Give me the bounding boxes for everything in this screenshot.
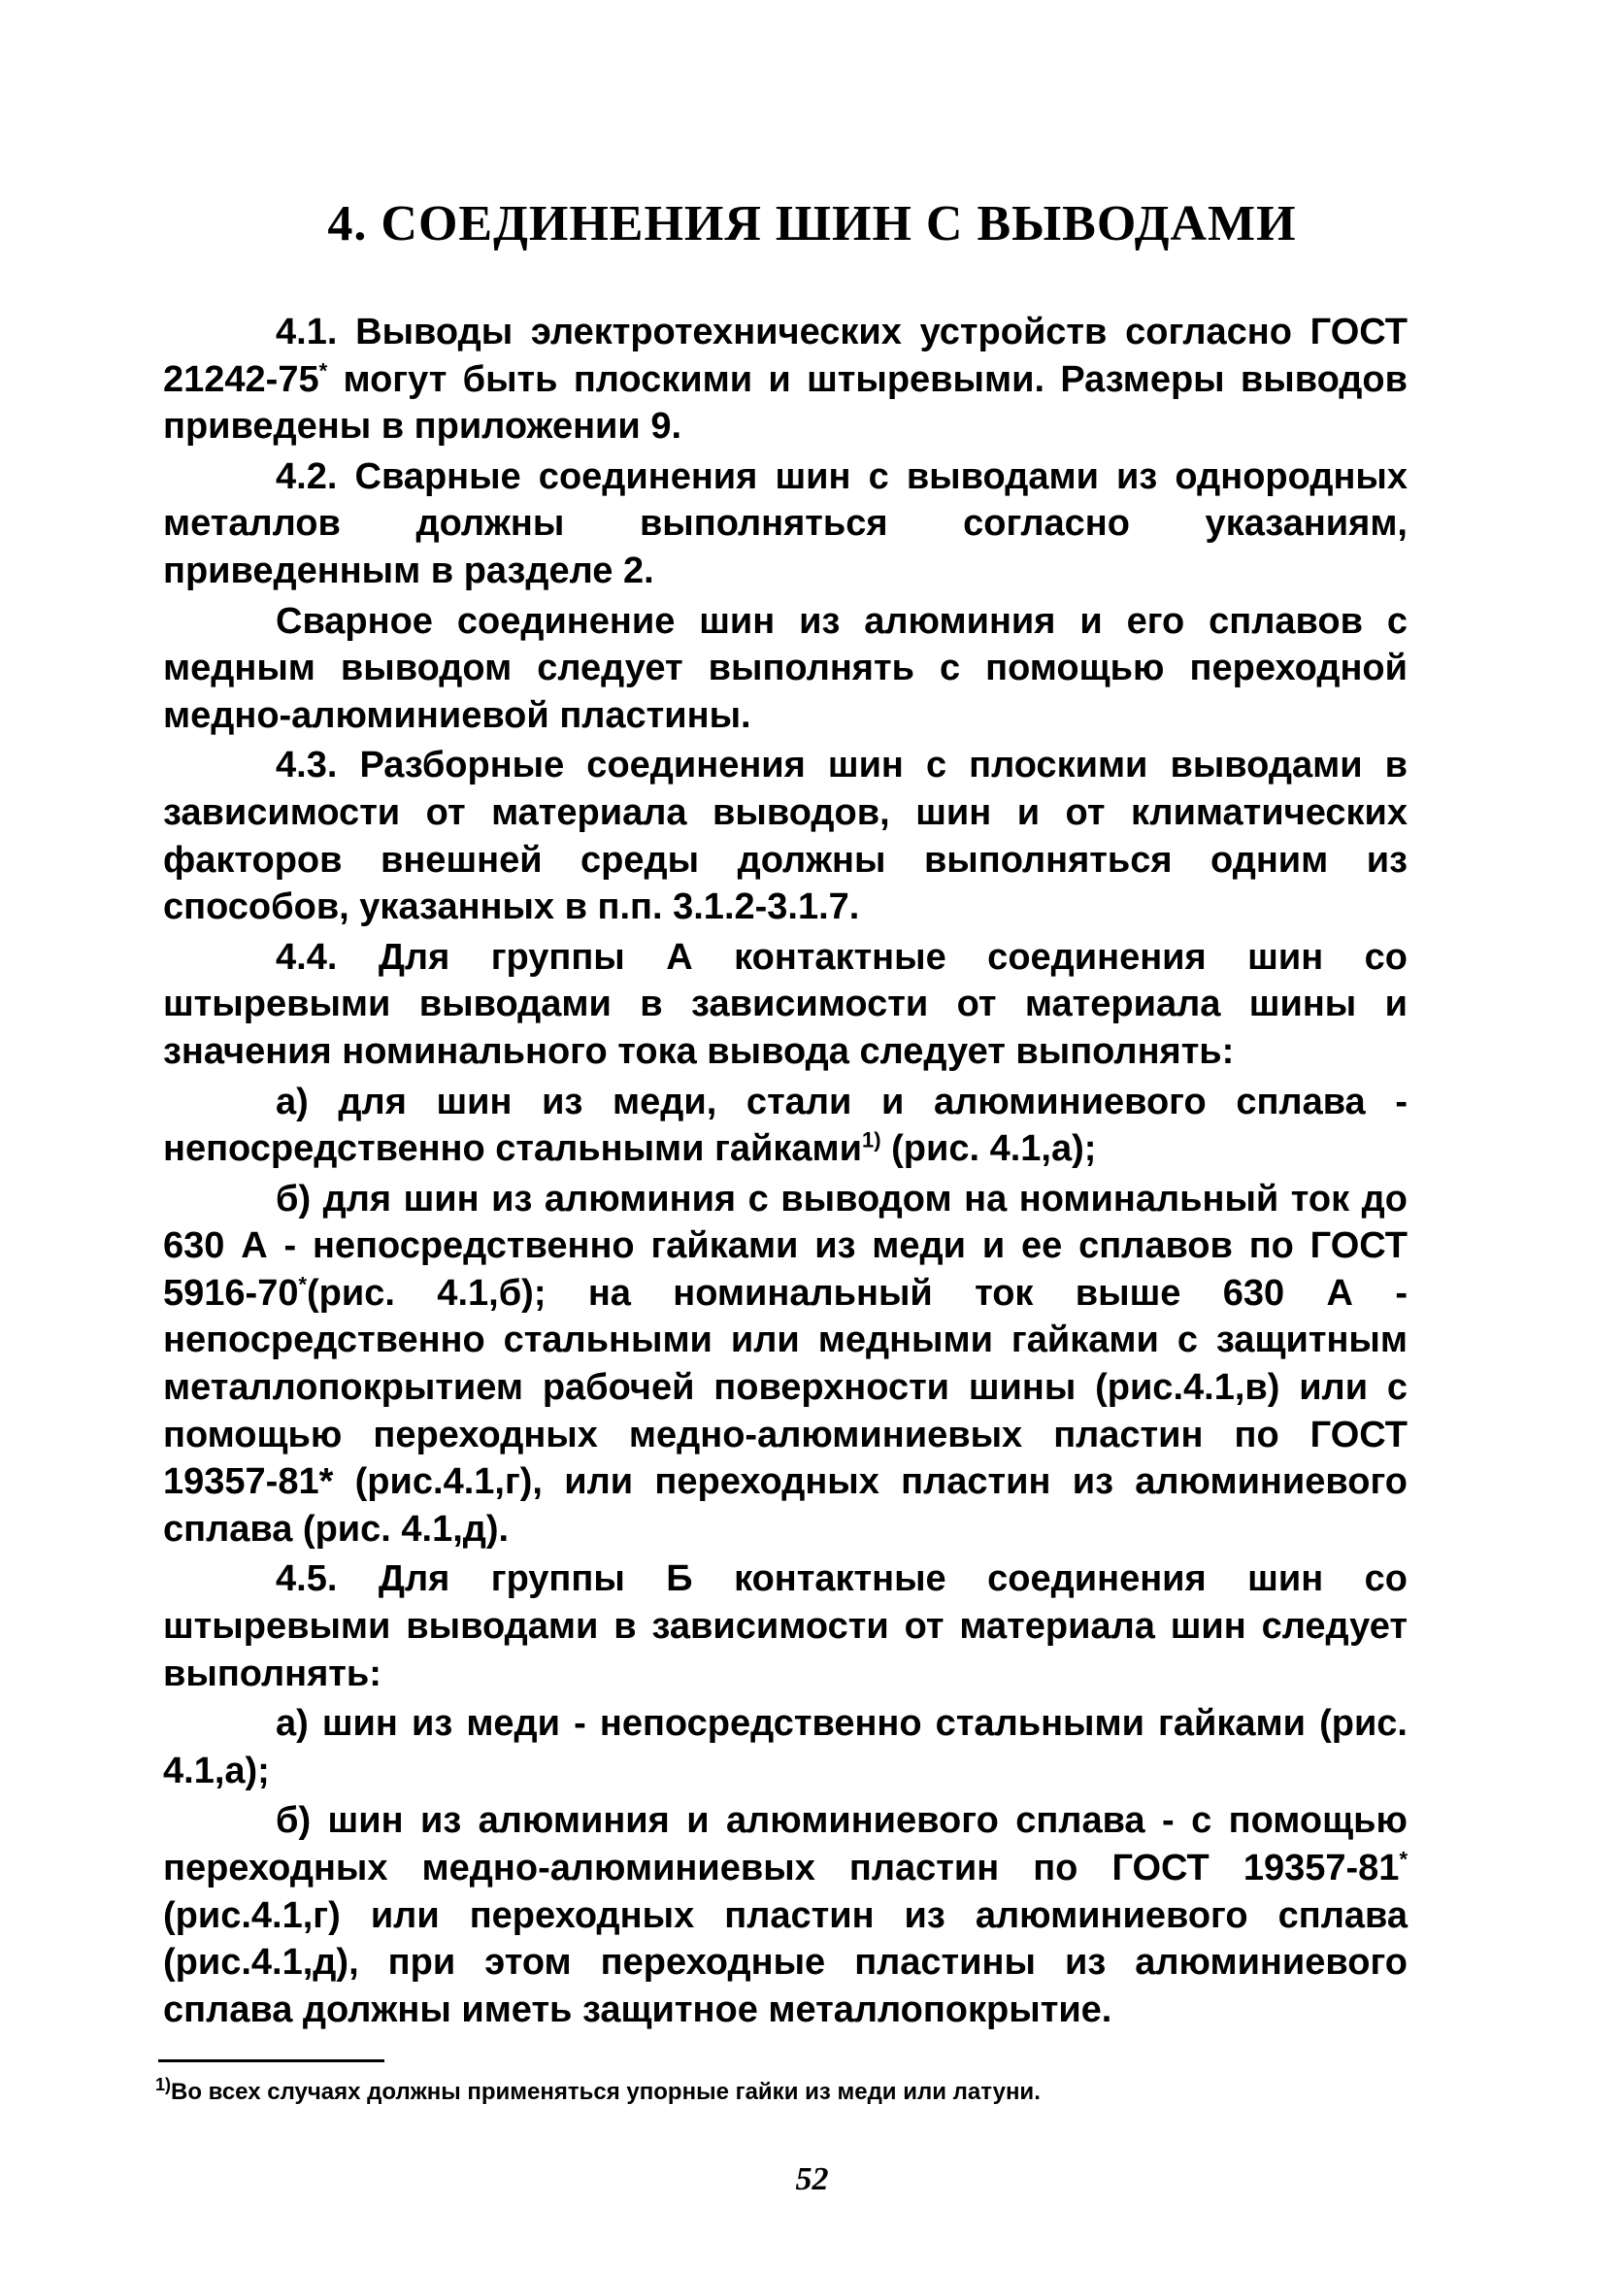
paragraph	[163, 1176, 1408, 1554]
paragraph	[163, 1700, 1408, 1794]
paragraph-text: могут быть плоскими и штыревыми. Размеры выводов приведены в приложении 9.	[163, 358, 1408, 448]
superscript-marker: 1)	[862, 1127, 881, 1153]
paragraph	[163, 1797, 1408, 2033]
paragraph	[163, 598, 1408, 740]
paragraph	[163, 453, 1408, 595]
paragraph	[163, 742, 1408, 930]
superscript-marker: *	[1399, 1847, 1408, 1872]
footnote-divider	[158, 2059, 384, 2062]
page-number: 52	[795, 2161, 829, 2197]
paragraph	[163, 934, 1408, 1076]
paragraph-text: Сварное соединение шин из алюминия и его сплавов с медным выводом следует выполнять с помощью переходной медно-алюминиевой пластины.	[163, 600, 1408, 736]
paragraph-text: (рис. 4.1,б); на номинальный ток выше 630 А - непосредственно стальными или медными гайками с защитным металлопокрытием рабочей поверхности шины (рис.4.1,в) или с помощью переходных медно-алюминиевых пластин по ГОСТ 19357-81* (рис.4.1,г), или переходных пластин из алюминиевого сплава (рис. 4.1,д).	[163, 1272, 1408, 1550]
paragraph-text: 4.4. Для группы А контактные соединения шин со штыревыми выводами в зависимости от материала шины и значения номинального тока вывода следует выполнять:	[163, 936, 1408, 1072]
body-text	[163, 309, 1408, 2033]
paragraph-text: 4.3. Разборные соединения шин с плоскими выводами в зависимости от материала выводов, шин и от климатических факторов внешней среды должны выполняться одним из способов, указанных в п.п. 3.1.2-3.1.7.	[163, 745, 1408, 928]
paragraph-text: а) для шин из меди, стали и алюминиевого сплава - непосредственно стальными гайками	[163, 1081, 1408, 1170]
footnote-marker: 1)	[155, 2075, 172, 2094]
footnote	[155, 2075, 1417, 2107]
paragraph	[163, 309, 1408, 451]
paragraph-text: 4.1. Выводы электротехнических устройств согласно ГОСТ 21242-75	[163, 312, 1408, 400]
paragraph-text: а) шин из меди - непосредственно стальными гайками (рис. 4.1,а);	[163, 1703, 1408, 1791]
section-heading: 4. СОЕДИНЕНИЯ ШИН С ВЫВОДАМИ	[327, 196, 1297, 251]
paragraph-text: б) шин из алюминия и алюминиевого сплава - с помощью переходных медно-алюминиевых пластин по ГОСТ 19357-81	[163, 1800, 1408, 1888]
superscript-marker: *	[318, 357, 328, 383]
superscript-marker: *	[298, 1272, 308, 1297]
paragraph-text: 4.2. Сварные соединения шин с выводами из однородных металлов должны выполняться согласно указаниям, приведенным в разделе 2.	[163, 455, 1408, 591]
paragraph-text: 4.5. Для группы Б контактные соединения шин со штыревыми выводами в зависимости от материала шин следует выполнять:	[163, 1558, 1408, 1694]
paragraph	[163, 1079, 1408, 1173]
footnote-text: Во всех случаях должны применяться упорные гайки из меди или латуни.	[171, 2079, 1041, 2105]
paragraph-text: (рис. 4.1,а);	[880, 1128, 1097, 1170]
paragraph-text: б) для шин из алюминия с выводом на номинальный ток до 630 А - непосредственно гайками из меди и ее сплавов по ГОСТ 5916-70	[163, 1178, 1408, 1314]
paragraph	[163, 1555, 1408, 1697]
paragraph-text: (рис.4.1,г) или переходных пластин из алюминиевого сплава (рис.4.1,д), при этом переходные пластины из алюминиевого сплава должны иметь защитное металлопокрытие.	[163, 1894, 1408, 2030]
